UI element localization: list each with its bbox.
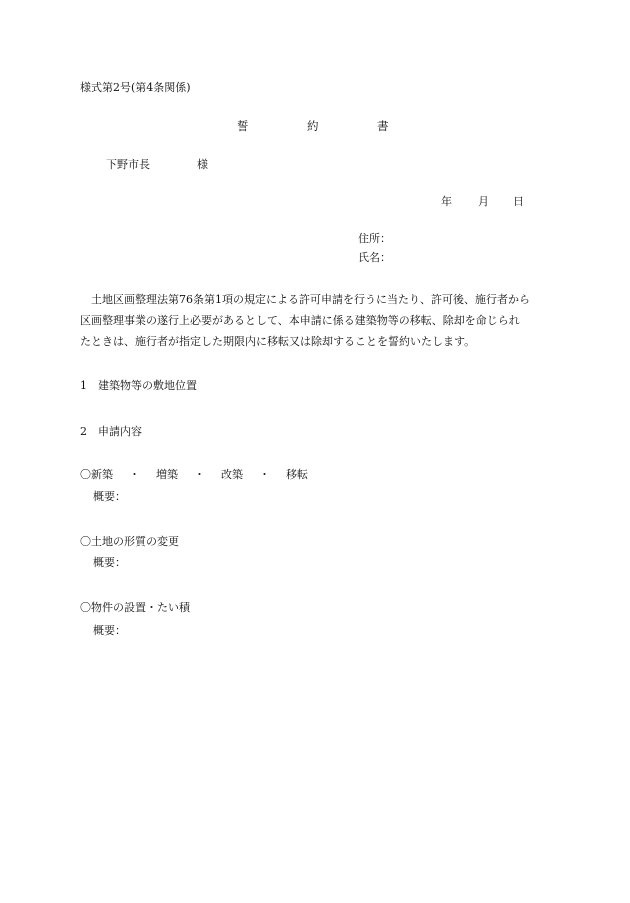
category-building-work — [80, 469, 308, 480]
addressee-honorific: 様 — [197, 158, 208, 171]
category-land-alteration: 〇土地の形質の変更 — [80, 535, 179, 548]
item-building-site-location: 1 建築物等の敷地位置 — [80, 379, 197, 392]
form-number: 様式第2号(第4条関係) — [80, 81, 191, 94]
pledge-body-text: 土地区画整理法第76条第1項の規定による許可申請を行うに当たり、許可後、施行者から 区画整理事業の遂行上必要があるとして、本申請に係る建築物等の移転、除却を命じられ たときは、施行者が指定した期限内に移転又は除却することを誓約いたします。 — [80, 293, 530, 348]
option-reconstruction: 改築 — [221, 468, 243, 481]
option-new-construction: 新築 — [91, 468, 113, 481]
address-label: 住所： — [358, 232, 391, 245]
objects-summary-label: 概要： — [93, 624, 126, 637]
document-title-char-2: 約 — [307, 119, 319, 133]
option-extension: 増築 — [156, 468, 178, 481]
building-summary-label: 概要： — [93, 490, 126, 503]
date-month-label: 月 — [478, 195, 489, 208]
item-application-content: 2 申請内容 — [80, 425, 142, 438]
document-title-char-3: 書 — [377, 119, 389, 133]
date-year-label: 年 — [441, 195, 452, 208]
name-label: 氏名： — [358, 251, 391, 264]
addressee-name: 下野市長 — [106, 158, 150, 171]
document-title-char-1: 誓 — [237, 119, 249, 133]
category-object-placement: 〇物件の設置・たい積 — [80, 601, 190, 614]
land-summary-label: 概要： — [93, 556, 126, 569]
option-separator: ・ — [259, 468, 270, 481]
date-day-label: 日 — [513, 195, 524, 208]
category-marker: 〇 — [80, 468, 91, 481]
option-separator: ・ — [129, 468, 140, 481]
option-separator: ・ — [194, 468, 205, 481]
option-relocation: 移転 — [286, 468, 308, 481]
